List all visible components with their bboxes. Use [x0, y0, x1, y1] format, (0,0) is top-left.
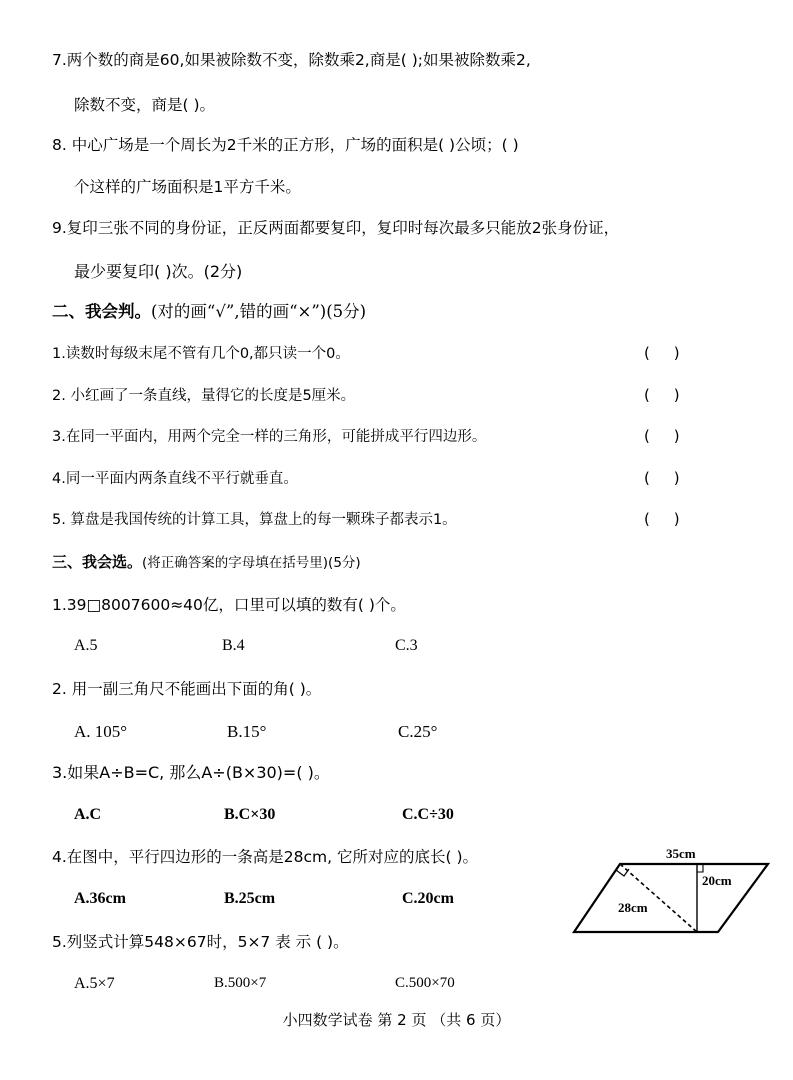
section3-instruction: (将正确答案的字母填在括号里)(5分) — [142, 555, 361, 571]
q4-option-c[interactable]: C.20cm — [402, 890, 454, 907]
judge-answer-3[interactable]: ( ) — [644, 427, 680, 445]
parallelogram-figure — [568, 840, 774, 940]
page-footer: 小四数学试卷 第 2 页 （共 6 页） — [282, 1011, 511, 1029]
q1-option-a[interactable]: A.5 — [74, 637, 98, 654]
label-28cm: 28cm — [618, 900, 648, 915]
choice-question-5: 5.列竖式计算548×67时，5×7 表 示 ( )。 — [52, 933, 349, 951]
label-35cm: 35cm — [666, 846, 696, 861]
judge-answer-2[interactable]: ( ) — [644, 386, 680, 404]
judge-item-4: 4.同一平面内两条直线不平行就垂直。 — [52, 471, 298, 487]
choice-question-1: 1.39□8007600≈40亿，口里可以填的数有( )个。 — [52, 596, 406, 614]
judge-answer-1[interactable]: ( ) — [644, 344, 680, 362]
q4-option-a[interactable]: A.36cm — [74, 890, 126, 907]
section2-instruction: (对的画“√”,错的画“×”)(5分) — [151, 302, 367, 321]
judge-item-1: 1.读数时每级末尾不管有几个0,都只读一个0。 — [52, 346, 350, 362]
choice-question-2: 2. 用一副三角尺不能画出下面的角( )。 — [52, 680, 322, 698]
section3-heading: 三、我会选。 — [52, 553, 143, 571]
judge-item-3: 3.在同一平面内，用两个完全一样的三角形，可能拼成平行四边形。 — [52, 429, 487, 445]
q8-line1: 8. 中心广场是一个周长为2千米的正方形，广场的面积是( )公顷；( ) — [52, 136, 519, 154]
q2-option-b[interactable]: B.15° — [227, 722, 267, 741]
parallelogram-outline — [574, 864, 768, 932]
q1-option-b[interactable]: B.4 — [222, 637, 245, 654]
q4-option-b[interactable]: B.25cm — [224, 890, 276, 907]
q3-option-c[interactable]: C.C÷30 — [402, 806, 454, 823]
section3-header — [52, 552, 361, 573]
q7-line1: 7.两个数的商是60,如果被除数不变，除数乘2,商是( );如果被除数乘2, — [52, 51, 531, 69]
q8-line2: 个这样的广场面积是1平方千米。 — [74, 178, 301, 196]
q1-option-c[interactable]: C.3 — [395, 637, 418, 654]
q9-line2: 最少要复印( )次。(2分) — [74, 262, 243, 281]
q2-option-a[interactable]: A. 105° — [74, 722, 128, 741]
judge-answer-4[interactable]: ( ) — [644, 469, 680, 487]
q3-option-b[interactable]: B.C×30 — [224, 806, 276, 823]
choice-question-3: 3.如果A÷B=C, 那么A÷(B×30)=( )。 — [52, 763, 330, 782]
height-line — [620, 864, 697, 932]
q7-line2: 除数不变，商是( )。 — [74, 96, 216, 114]
judge-item-2: 2. 小红画了一条直线，量得它的长度是5厘米。 — [52, 388, 356, 404]
right-angle-mark-2 — [697, 864, 703, 872]
judge-item-5: 5. 算盘是我国传统的计算工具，算盘上的每一颗珠子都表示1。 — [52, 512, 457, 528]
judge-answer-5[interactable]: ( ) — [644, 510, 680, 528]
choice-question-4: 4.在图中，平行四边形的一条高是28cm, 它所对应的底长( )。 — [52, 848, 479, 866]
label-20cm: 20cm — [702, 873, 732, 888]
q5-option-c[interactable]: C.500×70 — [395, 975, 455, 991]
q9-line1: 9.复印三张不同的身份证，正反两面都要复印，复印时每次最多只能放2张身份证， — [52, 219, 620, 237]
q2-option-c[interactable]: C.25° — [398, 722, 438, 741]
section2-header — [52, 302, 366, 322]
q5-option-b[interactable]: B.500×7 — [214, 975, 267, 991]
q5-option-a[interactable]: A.5×7 — [74, 975, 115, 992]
section2-heading: 二、我会判。 — [52, 302, 151, 321]
q3-option-a[interactable]: A.C — [74, 806, 102, 823]
